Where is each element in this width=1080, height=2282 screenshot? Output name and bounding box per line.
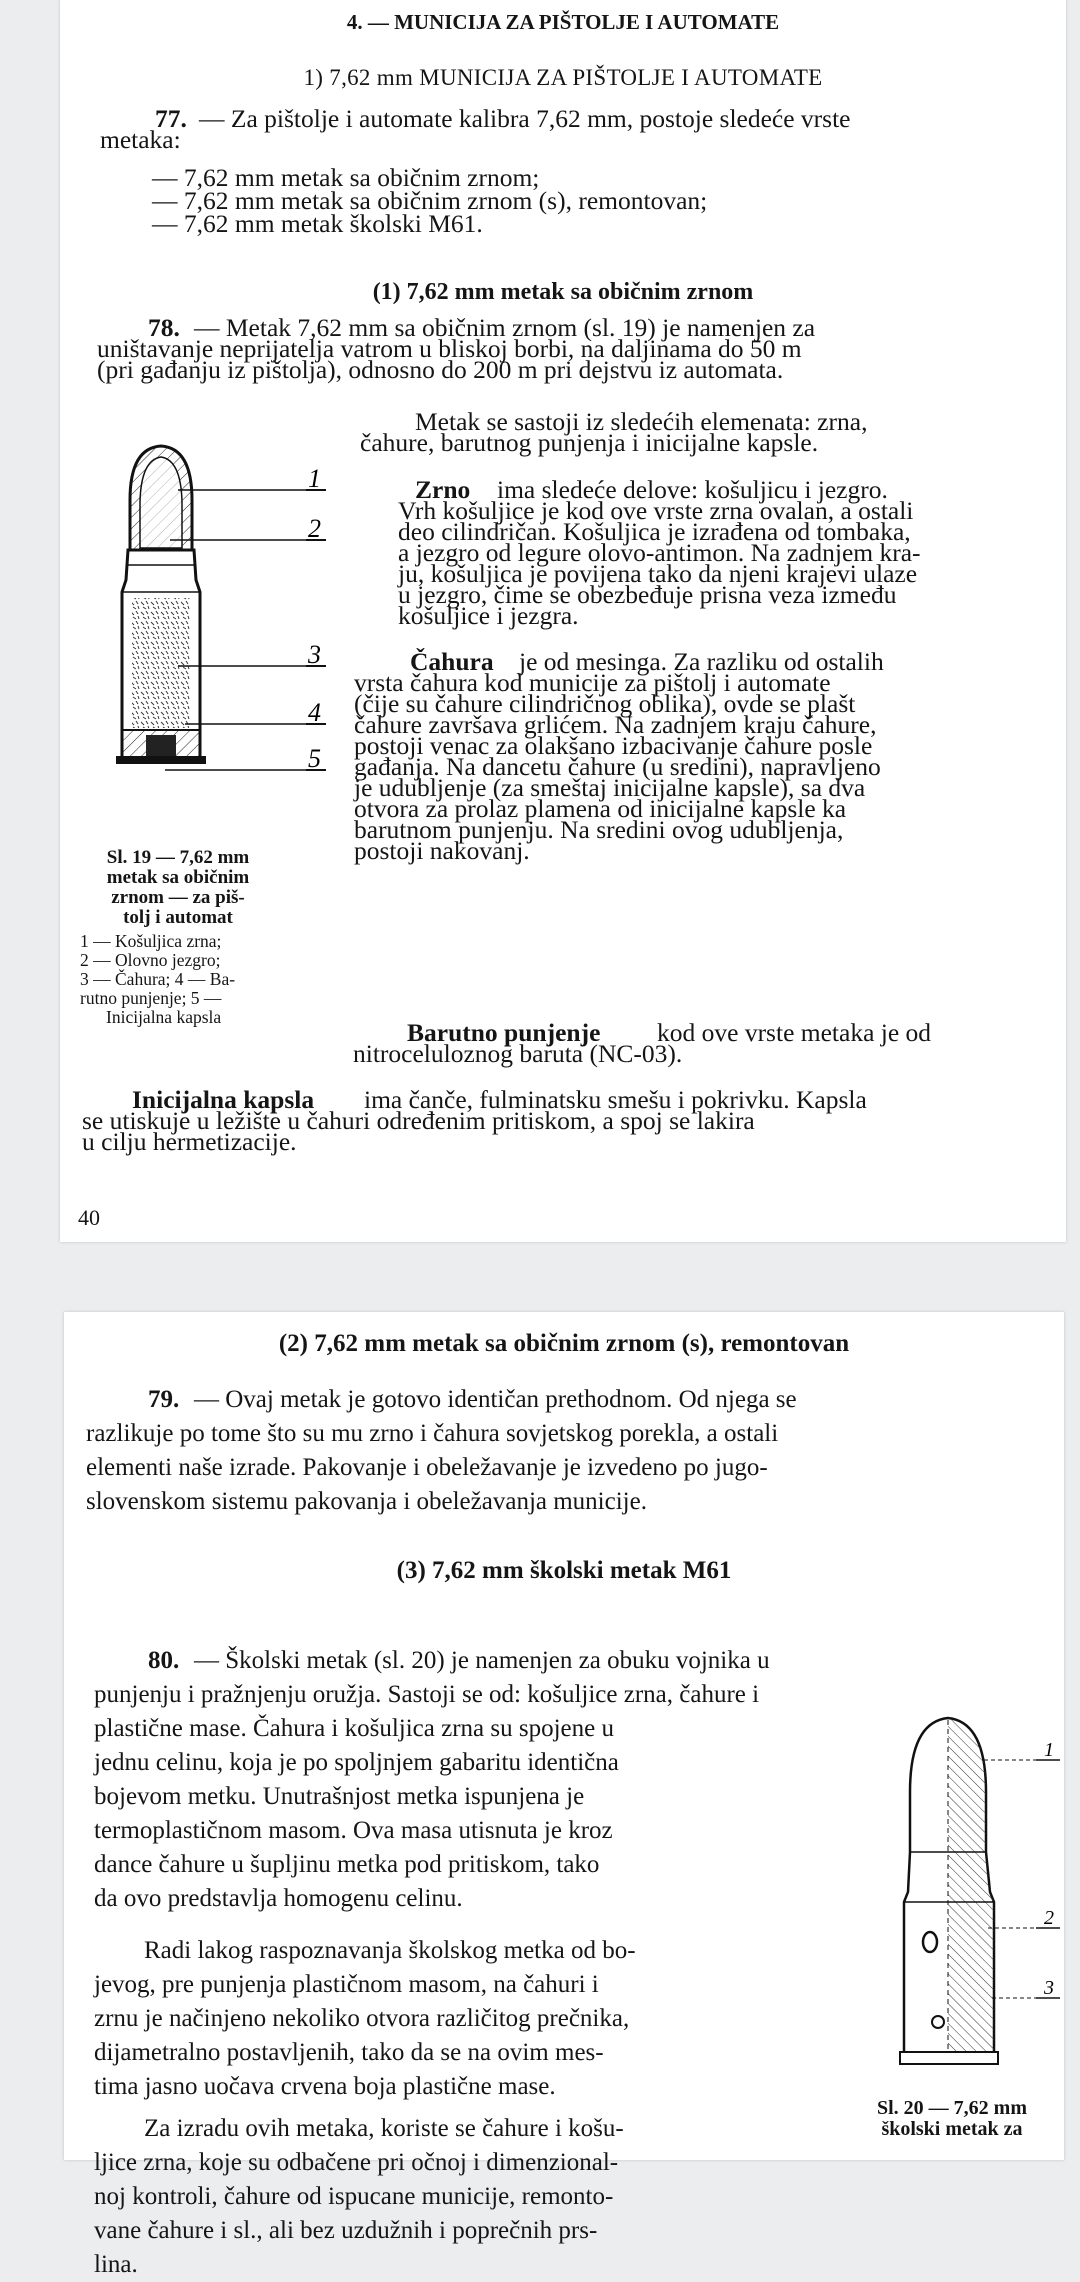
text-line: Za izradu ovih metaka, koriste se čahure i košu- — [144, 2115, 624, 2142]
text-line: (pri gađanju iz pištolja), odnosno do 200 m pri dejstvu iz automata. — [97, 355, 784, 384]
text-line: tima jasno uočava crvena boja plastične mase. — [94, 2073, 556, 2100]
figure-20-caption — [840, 2098, 1064, 2140]
text-line: kod ove vrste metaka je od — [657, 1018, 932, 1047]
paragraph-number: 80. — [148, 1647, 180, 1674]
text-line: košuljice i jezgra. — [398, 601, 579, 630]
text-line: čahure, barutnog punjenja i inicijalne kapsle. — [360, 428, 819, 457]
text-line: se utiskuje u ležište u čahuri određenim pritiskom, a spoj se lakira — [82, 1106, 755, 1135]
cross-section — [948, 1718, 994, 2062]
callout-1: 1 — [1044, 1739, 1054, 1761]
text-line: punjenju i pražnjenju oružja. Sastoji se od: košuljice zrna, čahure i — [94, 1681, 760, 1708]
figure-20-training-cartridge — [864, 1702, 1064, 2082]
legend-line: 3 — Čahura; 4 — Ba- — [80, 969, 236, 989]
text-line: (čije su čahure cilindričnog oblika), ovde se plašt — [354, 689, 856, 718]
caption-line: metak sa običnim — [106, 867, 250, 888]
text-line: ima čanče, fulminatsku smešu i pokrivku. Kapsla — [364, 1085, 867, 1114]
text-line: — Metak 7,62 mm sa običnim zrnom (sl. 19) je namenjen za — [194, 313, 816, 342]
text-line: ljice zrna, koje su odbačene pri očnoj i dimenzional- — [94, 2149, 619, 2176]
text-line: postoji venac za olakšano izbacivanje čahure posle — [354, 731, 873, 760]
text-line: vane čahure i sl., ali bez uzdužnih i poprečnih prs- — [94, 2217, 598, 2244]
book-page-41 — [64, 1312, 1064, 2278]
training-cartridge-drawing — [900, 1718, 1060, 2064]
callout-5: 5 — [308, 744, 321, 773]
paragraph-number: 79. — [148, 1386, 180, 1413]
text-line: ima sledeće delove: košuljicu i jezgro. — [497, 475, 888, 504]
subheading-3: (3) 7,62 mm školski metak M61 — [396, 1557, 732, 1584]
book-page-40 — [60, 0, 1066, 1242]
cartridge-drawing — [116, 446, 326, 770]
text-line: lina. — [94, 2251, 138, 2278]
term-cahura: Čahura — [410, 647, 494, 676]
text-line: bojevom metku. Unutrašnjost metka ispunjena je — [94, 1783, 585, 1810]
text-line: a jezgro od legure olovo-antimon. Na zadnjem kra- — [398, 538, 921, 567]
hole-left — [923, 1932, 937, 1952]
legend-line: 2 — Olovno jezgro; — [80, 950, 221, 970]
callout-2: 2 — [308, 514, 321, 543]
callout-1: 1 — [308, 464, 321, 493]
text-line: — Za pištolje i automate kalibra 7,62 mm, postoje sledeće vrste — [199, 104, 851, 133]
text-line: ju, košuljica je povijena tako da njeni krajevi ulaze — [398, 559, 918, 588]
hole-small — [932, 2016, 944, 2028]
paragraph-number: 77. — [155, 104, 187, 133]
caption-line: školski metak za — [881, 2118, 1023, 2140]
text-line: elementi naše izrade. Pakovanje i obeležavanje je izvedeno po jugo- — [86, 1454, 768, 1481]
list-item: — 7,62 mm metak školski M61. — [152, 209, 483, 238]
text-line: vrsta čahura kod municije za pištolj i automate — [354, 668, 831, 697]
legend-line: rutno punjenje; 5 — — [80, 988, 222, 1008]
text-line: jednu celinu, koja je po spoljnjem gabaritu identična — [94, 1749, 619, 1776]
subheading-1: (1) 7,62 mm metak sa običnim zrnom — [372, 279, 754, 305]
text-line: dijametralno postavljenih, tako da se na ovim mes- — [94, 2039, 604, 2066]
text-line: metaka: — [100, 124, 181, 154]
figure-19-caption — [60, 848, 296, 928]
page-number: 40 — [78, 1205, 100, 1230]
paragraph-number: 78. — [148, 313, 180, 342]
subheading-2: (2) 7,62 mm metak sa običnim zrnom (s), remontovan — [278, 1330, 850, 1357]
text-line: gađanja. Na dancetu čahure (u sredini), napravljeno — [354, 752, 881, 781]
text-line: noj kontroli, čahure od ispucane municije, remonto- — [94, 2183, 614, 2210]
caption-line: tolj i automat — [123, 907, 233, 928]
figure-19-legend — [80, 932, 296, 1027]
caption-line: Sl. 20 — 7,62 mm — [877, 2097, 1027, 2119]
text-line: Vrh košuljice je kod ove vrste zrna ovalan, a ostali — [398, 496, 914, 525]
term-barutno-punjenje: Barutno punjenje — [407, 1018, 601, 1047]
text-line: Radi lakog raspoznavanja školskog metka od bo- — [144, 1937, 636, 1964]
text-line: — Ovaj metak je gotovo identičan prethodnom. Od njega se — [194, 1386, 797, 1413]
chapter-heading: 4. — MUNICIJA ZA PIŠTOLJE I AUTOMATE — [346, 10, 780, 34]
legend-line: Inicijalna kapsla — [106, 1007, 222, 1027]
figure-19-cartridge — [60, 430, 350, 830]
powder-charge — [132, 598, 190, 728]
callout-2: 2 — [1044, 1907, 1054, 1929]
text-line: Metak se sastoji iz sledećih elemenata: zrna, — [415, 407, 868, 436]
legend-line: 1 — Košuljica zrna; — [80, 931, 222, 951]
text-line: je udubljenje (za smeštaj inicijalne kapsle), sa dva — [354, 773, 866, 802]
text-line: plastične mase. Čahura i košuljica zrna su spojene u — [94, 1715, 614, 1742]
list-item: — 7,62 mm metak sa običnim zrnom (s), remontovan; — [152, 186, 708, 215]
text-line: u cilju hermetizacije. — [82, 1127, 297, 1156]
text-line: zrnu je načinjeno nekoliko otvora različitog prečnika, — [94, 2005, 630, 2032]
section-heading: 1) 7,62 mm MUNICIJA ZA PIŠTOLJE I AUTOMATE — [303, 65, 823, 90]
text-line: — Školski metak (sl. 20) je namenjen za obuku vojnika u — [194, 1647, 770, 1674]
text-line: jevog, pre punjenja plastičnom masom, na čahuri i — [94, 1971, 599, 1998]
text-line: razlikuje po tome što su mu zrno i čahura sovjetskog porekla, a ostali — [86, 1420, 779, 1447]
callout-3: 3 — [1044, 1977, 1054, 1999]
text-line: u jezgro, čime se obezbeđuje prisna veza između — [398, 580, 897, 609]
text-line: da ovo predstavlja homogenu celinu. — [94, 1885, 463, 1912]
text-line: slovenskom sistemu pakovanja i obeležavanja municije. — [86, 1488, 647, 1515]
list-item: — 7,62 mm metak sa običnim zrnom; — [152, 163, 540, 192]
text-line: barutnom punjenju. Na sredini ovog udubljenja, — [354, 815, 844, 844]
callout-3: 3 — [308, 640, 321, 669]
text-line: deo cilindričan. Košuljica je izrađena od tombaka, — [398, 517, 911, 546]
text-line: je od mesinga. Za razliku od ostalih — [519, 647, 884, 676]
text-line: dance čahure u šupljinu metka pod pritiskom, tako — [94, 1851, 600, 1878]
text-line: čahure završava grlićem. Na zadnjem kraju čahure, — [354, 710, 877, 739]
text-line: nitroceluloznog baruta (NC-03). — [353, 1039, 683, 1068]
term-inicijalna-kapsla: Inicijalna kapsla — [132, 1085, 315, 1114]
primer — [146, 735, 176, 757]
caption-line: zrnom — za piš- — [111, 887, 245, 908]
text-line: termoplastičnom masom. Ova masa utisnuta je kroz — [94, 1817, 613, 1844]
caption-line: Sl. 19 — 7,62 mm — [106, 847, 250, 868]
text-line: postoji nakovanj. — [354, 836, 530, 865]
text-line: uništavanje neprijatelja vatrom u bliskoj borbi, na daljinama do 50 m — [97, 334, 802, 363]
term-zrno: Zrno — [415, 475, 471, 504]
text-line: otvora za prolaz plamena od inicijalne kapsle ka — [354, 794, 847, 823]
callout-4: 4 — [308, 698, 321, 727]
